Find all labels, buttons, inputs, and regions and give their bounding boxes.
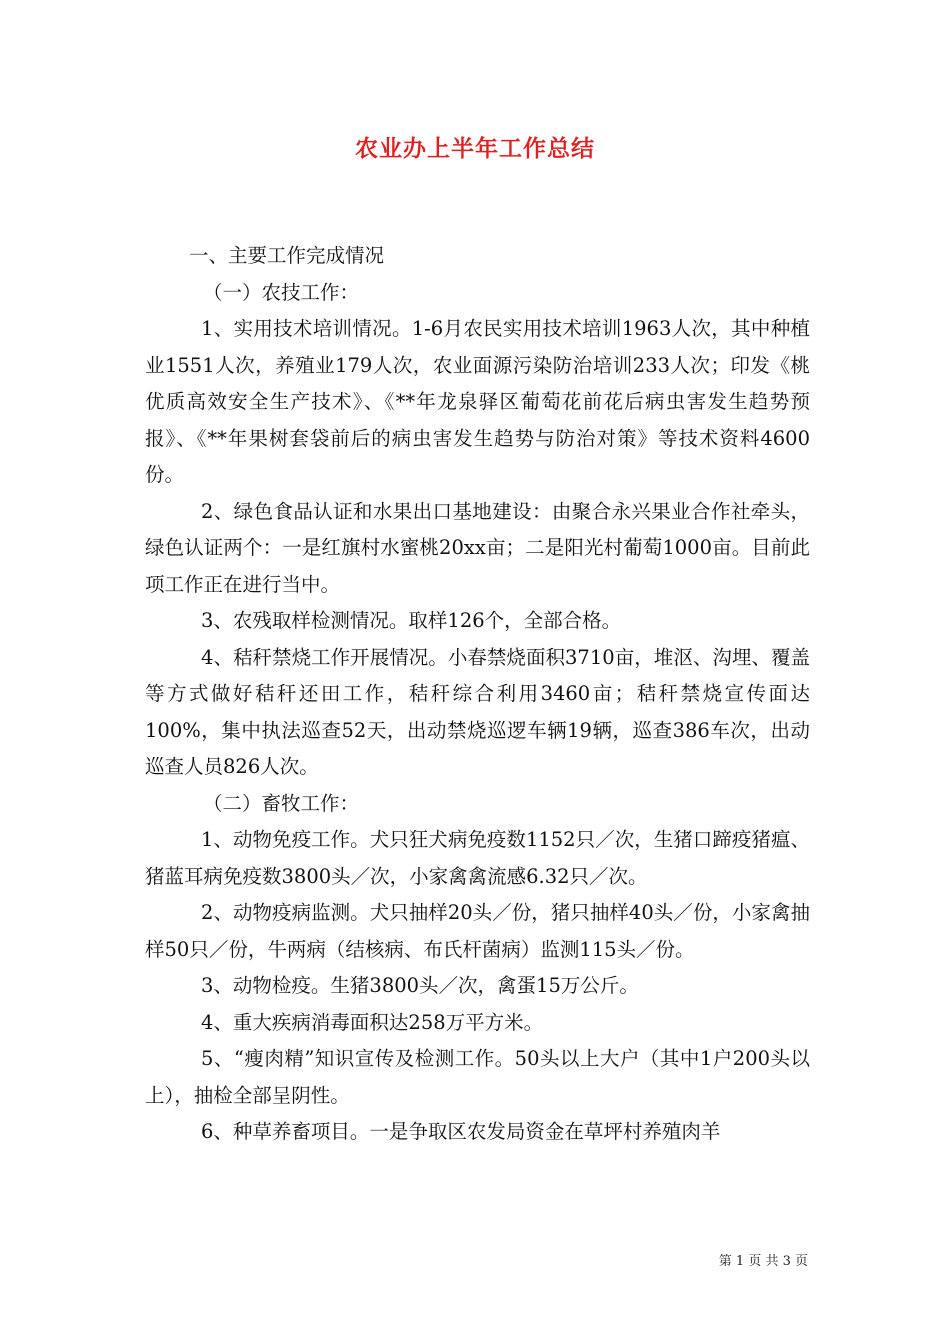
- page-number: 第 1 页 共 3 页: [718, 1254, 808, 1269]
- paragraph-disease-monitoring: 2、动物疫病监测。犬只抽样20头／份，猪只抽样40头／份，小家禽抽样50只／份，牛两病（结核病、布氏杆菌病）监测115头／份。: [145, 901, 810, 961]
- document-title: 农业办上半年工作总结: [355, 135, 595, 162]
- heading-main-work: 一、主要工作完成情况: [189, 244, 385, 267]
- paragraph-immunization: 1、动物免疫工作。犬只狂犬病免疫数1152只／次，生猪口蹄疫猪瘟、猪蓝耳病免疫数3800头／次，小家禽禽流感6.32只／次。: [145, 828, 810, 888]
- paragraph-residue-test: 3、农残取样检测情况。取样126个，全部合格。: [201, 609, 622, 632]
- paragraph-quarantine: 3、动物检疫。生猪3800头／次，禽蛋15万公斤。: [201, 974, 639, 997]
- paragraph-training: 1、实用技术培训情况。1-6月农民实用技术培训1963人次，其中种植业1551人次，养殖业179人次，农业面源污染防治培训233人次；印发《桃优质高效安全生产技术》、《**年龙泉驿区葡萄花前花后病虫害发生趋势预报》、《**年果树套袋前后的病虫害发生趋势与防治对策》等技术资料4600份。: [145, 317, 810, 486]
- paragraph-disinfection: 4、重大疾病消毒面积达258万平方米。: [201, 1010, 544, 1034]
- heading-livestock: （二）畜牧工作：: [203, 791, 360, 815]
- paragraph-straw-burning: 4、秸秆禁烧工作开展情况。小春禁烧面积3710亩，堆沤、沟埋、覆盖等方式做好秸秆还田工作，秸秆综合利用3460亩；秸秆禁烧宣传面达100%，集中执法巡查52天，出动禁烧巡逻车辆19辆，巡查386车次，出动巡查人员826人次。: [145, 645, 810, 778]
- paragraph-clenbuterol: 5、“瘦肉精”知识宣传及检测工作。50头以上大户（其中1户200头以上），抽检全部呈阴性。: [145, 1047, 810, 1107]
- paragraph-grass-livestock: 6、种草养畜项目。一是争取区农发局资金在草坪村养殖肉羊: [201, 1120, 721, 1143]
- paragraph-green-food: 2、绿色食品认证和水果出口基地建设：由聚合永兴果业合作社牵头，绿色认证两个：一是红旗村水蜜桃20xx亩；二是阳光村葡萄1000亩。目前此项工作正在进行当中。: [145, 499, 810, 596]
- document-body: [145, 238, 810, 1151]
- heading-agri-tech: （一）农技工作：: [203, 280, 360, 304]
